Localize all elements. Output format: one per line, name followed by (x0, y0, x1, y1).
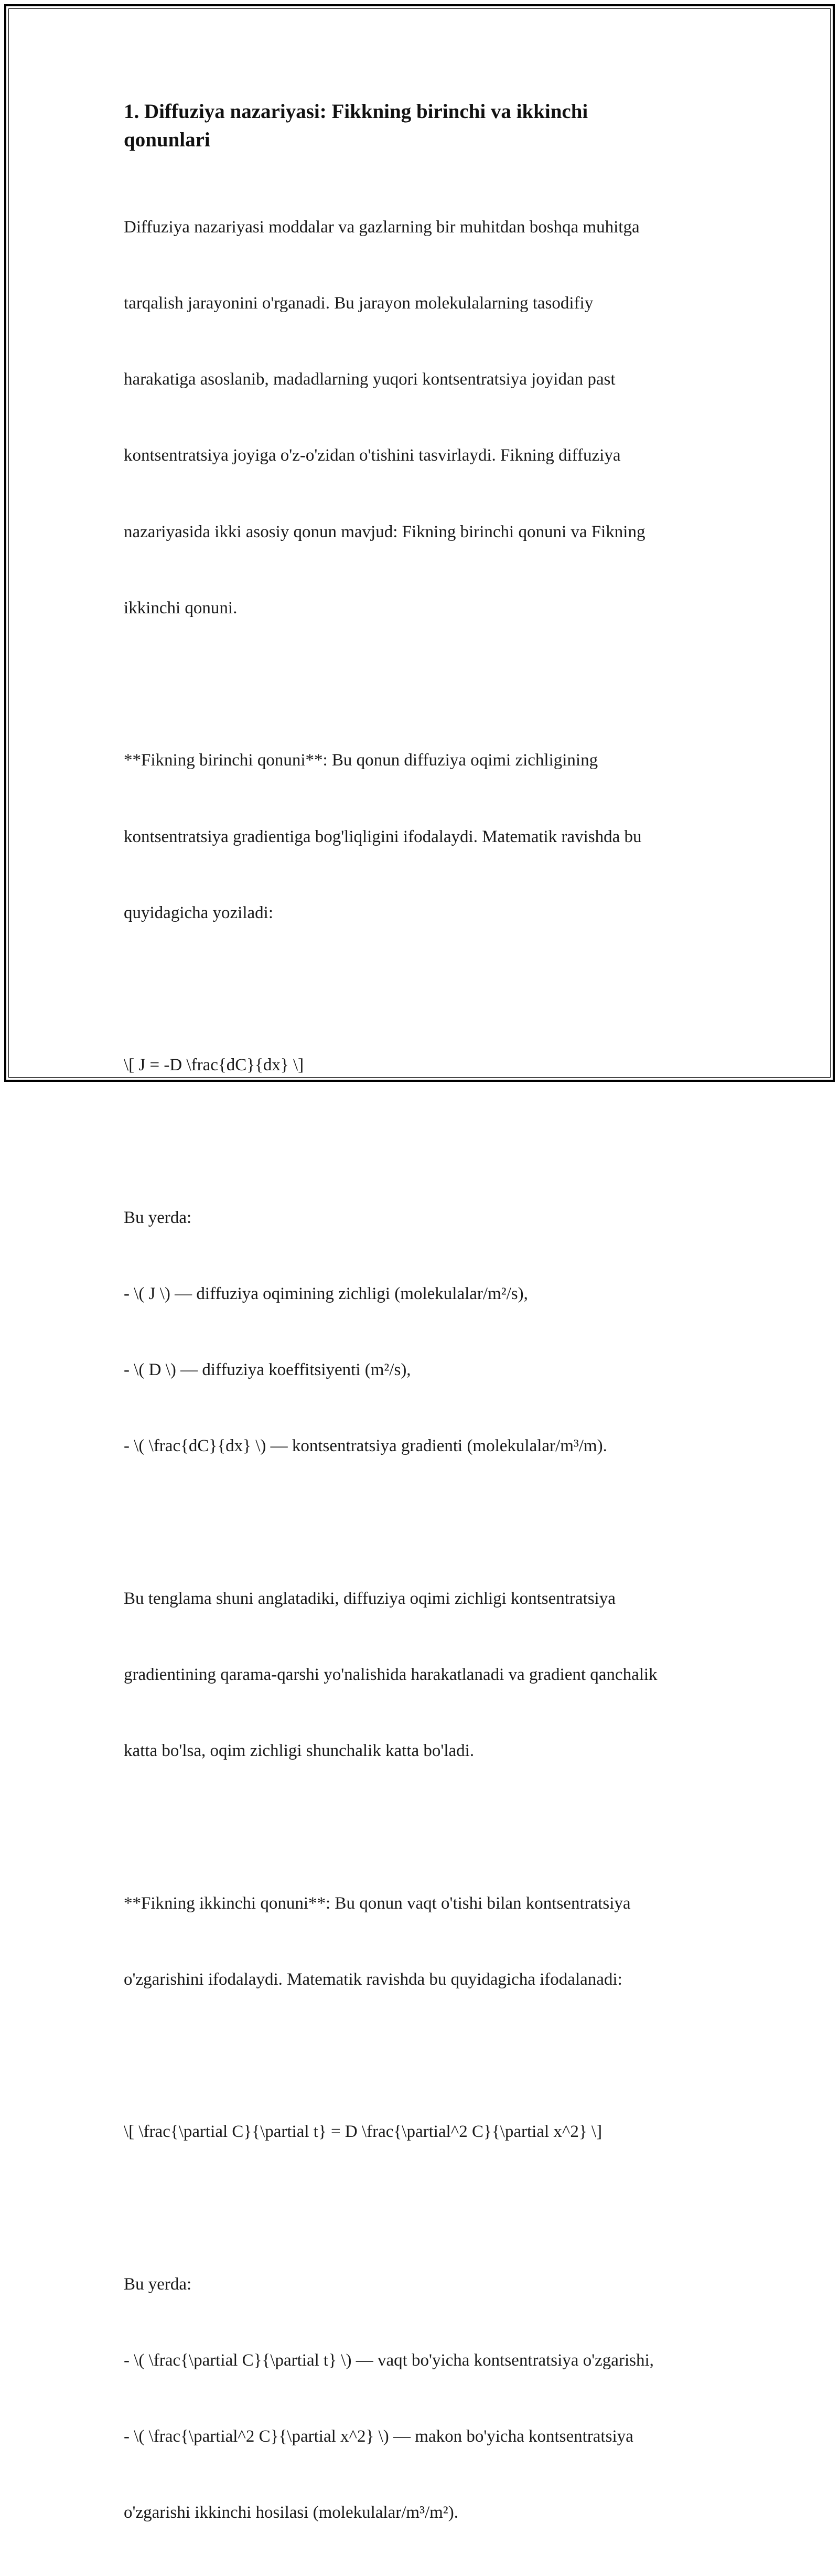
text-line: kontsentratsiya gradientiga bog'liqligini ifodalaydi. Matematik ravishda bu (124, 827, 642, 846)
second-law-definitions (124, 2221, 727, 2576)
text-line: gradientining qarama-qarshi yo'nalishida harakatlanadi va gradient qanchalik (124, 1665, 658, 1684)
list-item: - \( \frac{\partial^2 C}{\partial x^2} \) — makon bo'yicha kontsentratsiya (124, 2427, 633, 2446)
text-line: Bu yerda: (124, 1208, 192, 1227)
paragraph-gap (124, 976, 727, 1002)
text-line: Diffuziya nazariyasi moddalar va gazlarning bir muhitdan boshqa muhitga (124, 217, 640, 237)
formula-second-law (124, 2068, 727, 2195)
list-item: - \( J \) — diffuziya oqimining zichligi (molekulalar/m²/s), (124, 1284, 528, 1303)
list-item: - \( \frac{\partial C}{\partial t} \) — vaqt bo'yicha kontsentratsiya o'zgarishi, (124, 2350, 654, 2370)
list-item: - \( \frac{dC}{dx} \) — kontsentratsiya gradienti (molekulalar/m³/m). (124, 1436, 607, 1456)
formula-line: \[ \frac{\partial C}{\partial t} = D \frac{\partial^2 C}{\partial x^2} \] (124, 2122, 603, 2142)
document-body (124, 98, 727, 2576)
text-line: o'zgarishi ikkinchi hosilasi (molekulalar/m³/m²). (124, 2503, 458, 2522)
text-line: o'zgarishini ifodalaydi. Matematik ravishda bu quyidagicha ifodalanadi: (124, 1970, 622, 1989)
list-item: - \( D \) — diffuziya koeffitsiyenti (m²/s), (124, 1360, 411, 1380)
heading-line: qonunlari (124, 129, 210, 151)
text-line: katta bo'lsa, oqim zichligi shunchalik katta bo'ladi. (124, 1741, 475, 1761)
first-law-definitions (124, 1154, 727, 1510)
paragraph-gap (124, 2195, 727, 2220)
text-line: tarqalish jarayonini o'rganadi. Bu jarayon molekulalarning tasodifiy (124, 294, 594, 313)
first-law-paragraph (124, 697, 727, 976)
text-line: nazariyasida ikki asosiy qonun mavjud: Fikning birinchi qonuni va Fikning (124, 522, 646, 541)
explanation-paragraph (124, 1535, 727, 1814)
text-line: **Fikning ikkinchi qonuni**: Bu qonun vaqt o'tishi bilan kontsentratsiya (124, 1893, 631, 1913)
section-heading (124, 98, 727, 154)
heading-line: 1. Diffuziya nazariyasi: Fikkning birinchi va ikkinchi (124, 100, 588, 123)
paragraph-gap (124, 1814, 727, 1839)
text-line: kontsentratsiya joyiga o'z-o'zidan o'tishini tasvirlaydi. Fikning diffuziya (124, 446, 621, 465)
paragraph-gap (124, 1509, 727, 1535)
intro-paragraph (124, 164, 727, 672)
text-line: quyidagicha yoziladi: (124, 903, 273, 922)
text-line: **Fikning birinchi qonuni**: Bu qonun diffuziya oqimi zichligining (124, 751, 598, 770)
formula-first-law (124, 1002, 727, 1129)
text-line: Bu yerda: (124, 2274, 192, 2294)
text-line: ikkinchi qonuni. (124, 598, 238, 618)
paragraph-gap (124, 672, 727, 697)
paragraph-gap (124, 1129, 727, 1154)
paragraph-gap (124, 2043, 727, 2068)
text-line: harakatiga asoslanib, madadlarning yuqori kontsentratsiya joyidan past (124, 370, 616, 389)
text-line: Bu tenglama shuni anglatadiki, diffuziya oqimi zichligi kontsentratsiya (124, 1589, 616, 1608)
formula-line: \[ J = -D \frac{dC}{dx} \] (124, 1056, 304, 1075)
second-law-paragraph (124, 1840, 727, 2043)
